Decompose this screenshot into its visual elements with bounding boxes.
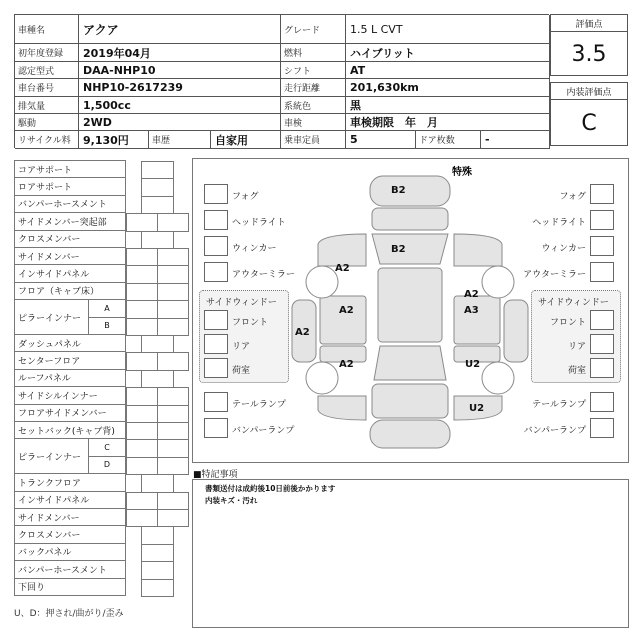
cargo-left-label: 荷室	[232, 366, 251, 376]
checklist-label: サイドシルインナー	[14, 387, 126, 404]
fog-left-label: フォグ	[232, 192, 259, 202]
damage-code: A2	[339, 359, 354, 370]
damage-code: A2	[464, 289, 479, 300]
checklist-box[interactable]	[126, 405, 158, 423]
checklist-box[interactable]	[126, 283, 158, 301]
checklist-label: クロスメンバー	[14, 231, 126, 248]
label-doors: ドア枚数	[416, 131, 481, 149]
right-front-fender	[454, 234, 502, 266]
value-model: アクア	[79, 15, 281, 44]
checklist-label: ダッシュパネル	[14, 335, 126, 352]
winker-left-label: ウィンカー	[232, 244, 277, 254]
checklist-box[interactable]	[141, 561, 174, 579]
roof-panel	[378, 268, 442, 342]
cargo-right-checkbox[interactable]	[590, 358, 614, 378]
checklist-label: バックパネル	[14, 544, 126, 561]
checklist-label: フロア（キャブ床）	[14, 283, 126, 300]
checklist-box[interactable]	[126, 352, 158, 370]
note-line: 内装キズ・汚れ	[205, 496, 258, 505]
label-history: 車歴	[149, 131, 211, 149]
checklist-box[interactable]	[126, 265, 158, 283]
checklist-label: センターフロア	[14, 352, 126, 369]
checklist-box[interactable]	[157, 283, 189, 301]
checklist-box[interactable]	[157, 248, 189, 266]
side-window-rear-right-label: リア	[567, 342, 586, 352]
left-front-wheel	[306, 266, 338, 298]
notes-title: ■特記事項	[193, 470, 238, 480]
checklist-box[interactable]	[126, 248, 158, 266]
checklist-label: サイドメンバー	[14, 248, 126, 265]
checklist-label: セットバック(キャブ背)	[14, 422, 126, 439]
damage-code: B2	[391, 185, 406, 196]
value-color: 黒	[346, 97, 550, 114]
overall-score-box	[550, 14, 628, 76]
hood-panel	[372, 208, 448, 230]
checklist-label: コアサポート	[14, 161, 126, 178]
label-seats: 乗車定員	[281, 131, 346, 149]
overall-score-label: 評価点	[551, 15, 627, 32]
damage-code: A3	[464, 305, 479, 316]
checklist-box[interactable]	[141, 231, 174, 249]
checklist-box[interactable]	[126, 457, 158, 475]
left-rear-fender	[318, 396, 366, 420]
tail-lamp-left-label: テールランプ	[232, 400, 286, 410]
value-doors: -	[481, 131, 550, 149]
rear-glass-panel	[374, 346, 446, 380]
checklist-box[interactable]	[157, 439, 189, 457]
checklist-box[interactable]	[126, 213, 158, 231]
side-window-rear-left-label: リア	[232, 342, 251, 352]
label-chassis-number: 車台番号	[15, 79, 79, 97]
checklist-box[interactable]	[126, 509, 158, 527]
outer-mirror-left-label: アウターミラー	[232, 270, 295, 280]
label-color: 系統色	[281, 97, 346, 114]
interior-score-box	[550, 82, 628, 146]
checklist-box[interactable]	[141, 161, 174, 179]
label-first-registration: 初年度登録	[15, 44, 79, 62]
right-rear-wheel	[482, 362, 514, 394]
interior-score-value: C	[581, 110, 597, 136]
value-fuel: ハイブリット	[346, 44, 550, 62]
checklist-label: ロアサポート	[14, 178, 126, 195]
bumper-lamp-right-checkbox[interactable]	[590, 418, 614, 438]
trunk-panel	[372, 384, 448, 418]
label-grade: グレード	[281, 15, 346, 44]
value-model-code: DAA-NHP10	[79, 62, 281, 79]
side-window-front-right-checkbox[interactable]	[590, 310, 614, 330]
checklist-box[interactable]	[141, 335, 174, 353]
checklist-label: 下回り	[14, 579, 126, 596]
checklist-box[interactable]	[157, 300, 189, 318]
left-rear-wheel	[306, 362, 338, 394]
checklist-box[interactable]	[126, 318, 158, 336]
checklist-box[interactable]	[157, 352, 189, 370]
tail-lamp-right-label: テールランプ	[532, 400, 586, 410]
checklist-label: バンパーホースメント	[14, 561, 126, 578]
value-seats: 5	[346, 131, 416, 149]
checklist-box[interactable]	[141, 370, 174, 388]
side-window-front-left-checkbox[interactable]	[204, 310, 228, 330]
damage-code: U2	[469, 403, 485, 414]
label-model: 車種名	[15, 15, 79, 44]
checklist-label: ピラーインナー	[14, 300, 89, 335]
notes-box	[192, 479, 629, 628]
checklist-sublabel: D	[89, 457, 126, 474]
right-front-door	[454, 296, 500, 344]
damage-code: A2	[335, 263, 350, 274]
outer-mirror-right-label: アウターミラー	[523, 270, 586, 280]
checklist-box[interactable]	[157, 509, 189, 527]
checklist-box[interactable]	[126, 422, 158, 440]
damage-code: A2	[339, 305, 354, 316]
checklist-label: サイドメンバー	[14, 509, 126, 526]
side-window-front-left-label: フロント	[232, 318, 269, 328]
checklist-label: ピラーインナー	[14, 439, 89, 474]
checklist-box[interactable]	[126, 300, 158, 318]
checklist-box[interactable]	[141, 474, 174, 492]
label-mileage: 走行距離	[281, 79, 346, 97]
fog-left-checkbox[interactable]	[204, 184, 228, 204]
checklist-box[interactable]	[157, 318, 189, 336]
checklist-box[interactable]	[141, 178, 174, 196]
value-inspection: 車検期限 年 月	[346, 114, 550, 131]
value-history: 自家用	[211, 131, 281, 149]
winker-right-checkbox[interactable]	[590, 236, 614, 256]
checklist-box[interactable]	[157, 405, 189, 423]
vehicle-info-table	[14, 14, 549, 148]
checklist-box[interactable]	[157, 457, 189, 475]
winker-left-checkbox[interactable]	[204, 236, 228, 256]
side-window-right-title: サイドウィンドー	[538, 298, 609, 308]
outer-mirror-right-checkbox[interactable]	[590, 262, 614, 282]
value-grade: 1.5 L CVT	[346, 15, 550, 44]
headlight-right-checkbox[interactable]	[590, 210, 614, 230]
checklist-box[interactable]	[157, 213, 189, 231]
checklist-sublabel: A	[89, 300, 126, 317]
checklist-box[interactable]	[141, 544, 174, 562]
overall-score-value: 3.5	[571, 41, 607, 67]
label-recycle-fee: リサイクル料	[15, 131, 79, 149]
checklist-box[interactable]	[126, 492, 158, 510]
label-drive: 駆動	[15, 114, 79, 131]
right-side-sill	[504, 300, 528, 362]
checklist-box[interactable]	[141, 196, 174, 214]
label-model-code: 認定型式	[15, 62, 79, 79]
damage-code: A2	[295, 327, 310, 338]
bumper-lamp-left-checkbox[interactable]	[204, 418, 228, 438]
bumper-lamp-left-label: バンパーランプ	[232, 426, 295, 436]
checklist-label: クロスメンバー	[14, 526, 126, 543]
checklist-box[interactable]	[141, 579, 174, 597]
front-bumper-panel	[370, 176, 450, 206]
damage-code: B2	[391, 244, 406, 255]
winker-right-label: ウィンカー	[541, 244, 586, 254]
cargo-left-checkbox[interactable]	[204, 358, 228, 378]
headlight-right-label: ヘッドライト	[532, 218, 586, 228]
checklist-box[interactable]	[126, 439, 158, 457]
tail-lamp-left-checkbox[interactable]	[204, 392, 228, 412]
side-window-rear-left-checkbox[interactable]	[204, 334, 228, 354]
note-line: 書類送付は成約後10日前後かかります	[205, 484, 336, 493]
headlight-left-label: ヘッドライト	[232, 218, 286, 228]
label-shift: シフト	[281, 62, 346, 79]
left-front-door	[320, 296, 366, 344]
value-drive: 2WD	[79, 114, 281, 131]
checklist-box[interactable]	[157, 387, 189, 405]
checklist-label: フロアサイドメンバー	[14, 405, 126, 422]
outer-mirror-left-checkbox[interactable]	[204, 262, 228, 282]
checklist-label: ルーフパネル	[14, 370, 126, 387]
interior-score-label: 内装評価点	[551, 83, 627, 100]
label-fuel: 燃料	[281, 44, 346, 62]
value-shift: AT	[346, 62, 550, 79]
checklist-label: インサイドパネル	[14, 492, 126, 509]
value-chassis-number: NHP10-2617239	[79, 79, 281, 97]
checklist-box[interactable]	[157, 265, 189, 283]
side-window-left-title: サイドウィンドー	[206, 298, 277, 308]
checklist-label: トランクフロア	[14, 474, 126, 491]
checklist-label: バンパーホースメント	[14, 196, 126, 213]
checklist-box[interactable]	[126, 387, 158, 405]
fog-right-label: フォグ	[559, 192, 586, 202]
checklist-label: サイドメンバー突起部	[14, 213, 126, 230]
value-mileage: 201,630km	[346, 79, 550, 97]
checklist-box[interactable]	[157, 492, 189, 510]
side-window-front-right-label: フロント	[549, 318, 586, 328]
checklist-sublabel: C	[89, 439, 126, 456]
fog-right-checkbox[interactable]	[590, 184, 614, 204]
rear-bumper-panel	[370, 420, 450, 448]
checklist-sublabel: B	[89, 318, 126, 335]
headlight-left-checkbox[interactable]	[204, 210, 228, 230]
checklist-label: インサイドパネル	[14, 265, 126, 282]
cargo-right-label: 荷室	[567, 366, 586, 376]
tail-lamp-right-checkbox[interactable]	[590, 392, 614, 412]
value-recycle-fee: 9,130円	[79, 131, 149, 149]
windshield-panel	[372, 234, 448, 264]
right-front-wheel	[482, 266, 514, 298]
value-first-registration: 2019年04月	[79, 44, 281, 62]
left-front-fender	[318, 234, 366, 266]
label-displacement: 排気量	[15, 97, 79, 114]
checklist-box[interactable]	[141, 526, 174, 544]
diagram-title: 特殊	[452, 167, 472, 178]
value-displacement: 1,500cc	[79, 97, 281, 114]
checklist-legend: U、D：押され/曲がり/歪み	[14, 609, 124, 619]
side-window-rear-right-checkbox[interactable]	[590, 334, 614, 354]
label-inspection: 車検	[281, 114, 346, 131]
bumper-lamp-right-label: バンパーランプ	[523, 426, 586, 436]
checklist-box[interactable]	[157, 422, 189, 440]
damage-code: U2	[465, 359, 481, 370]
